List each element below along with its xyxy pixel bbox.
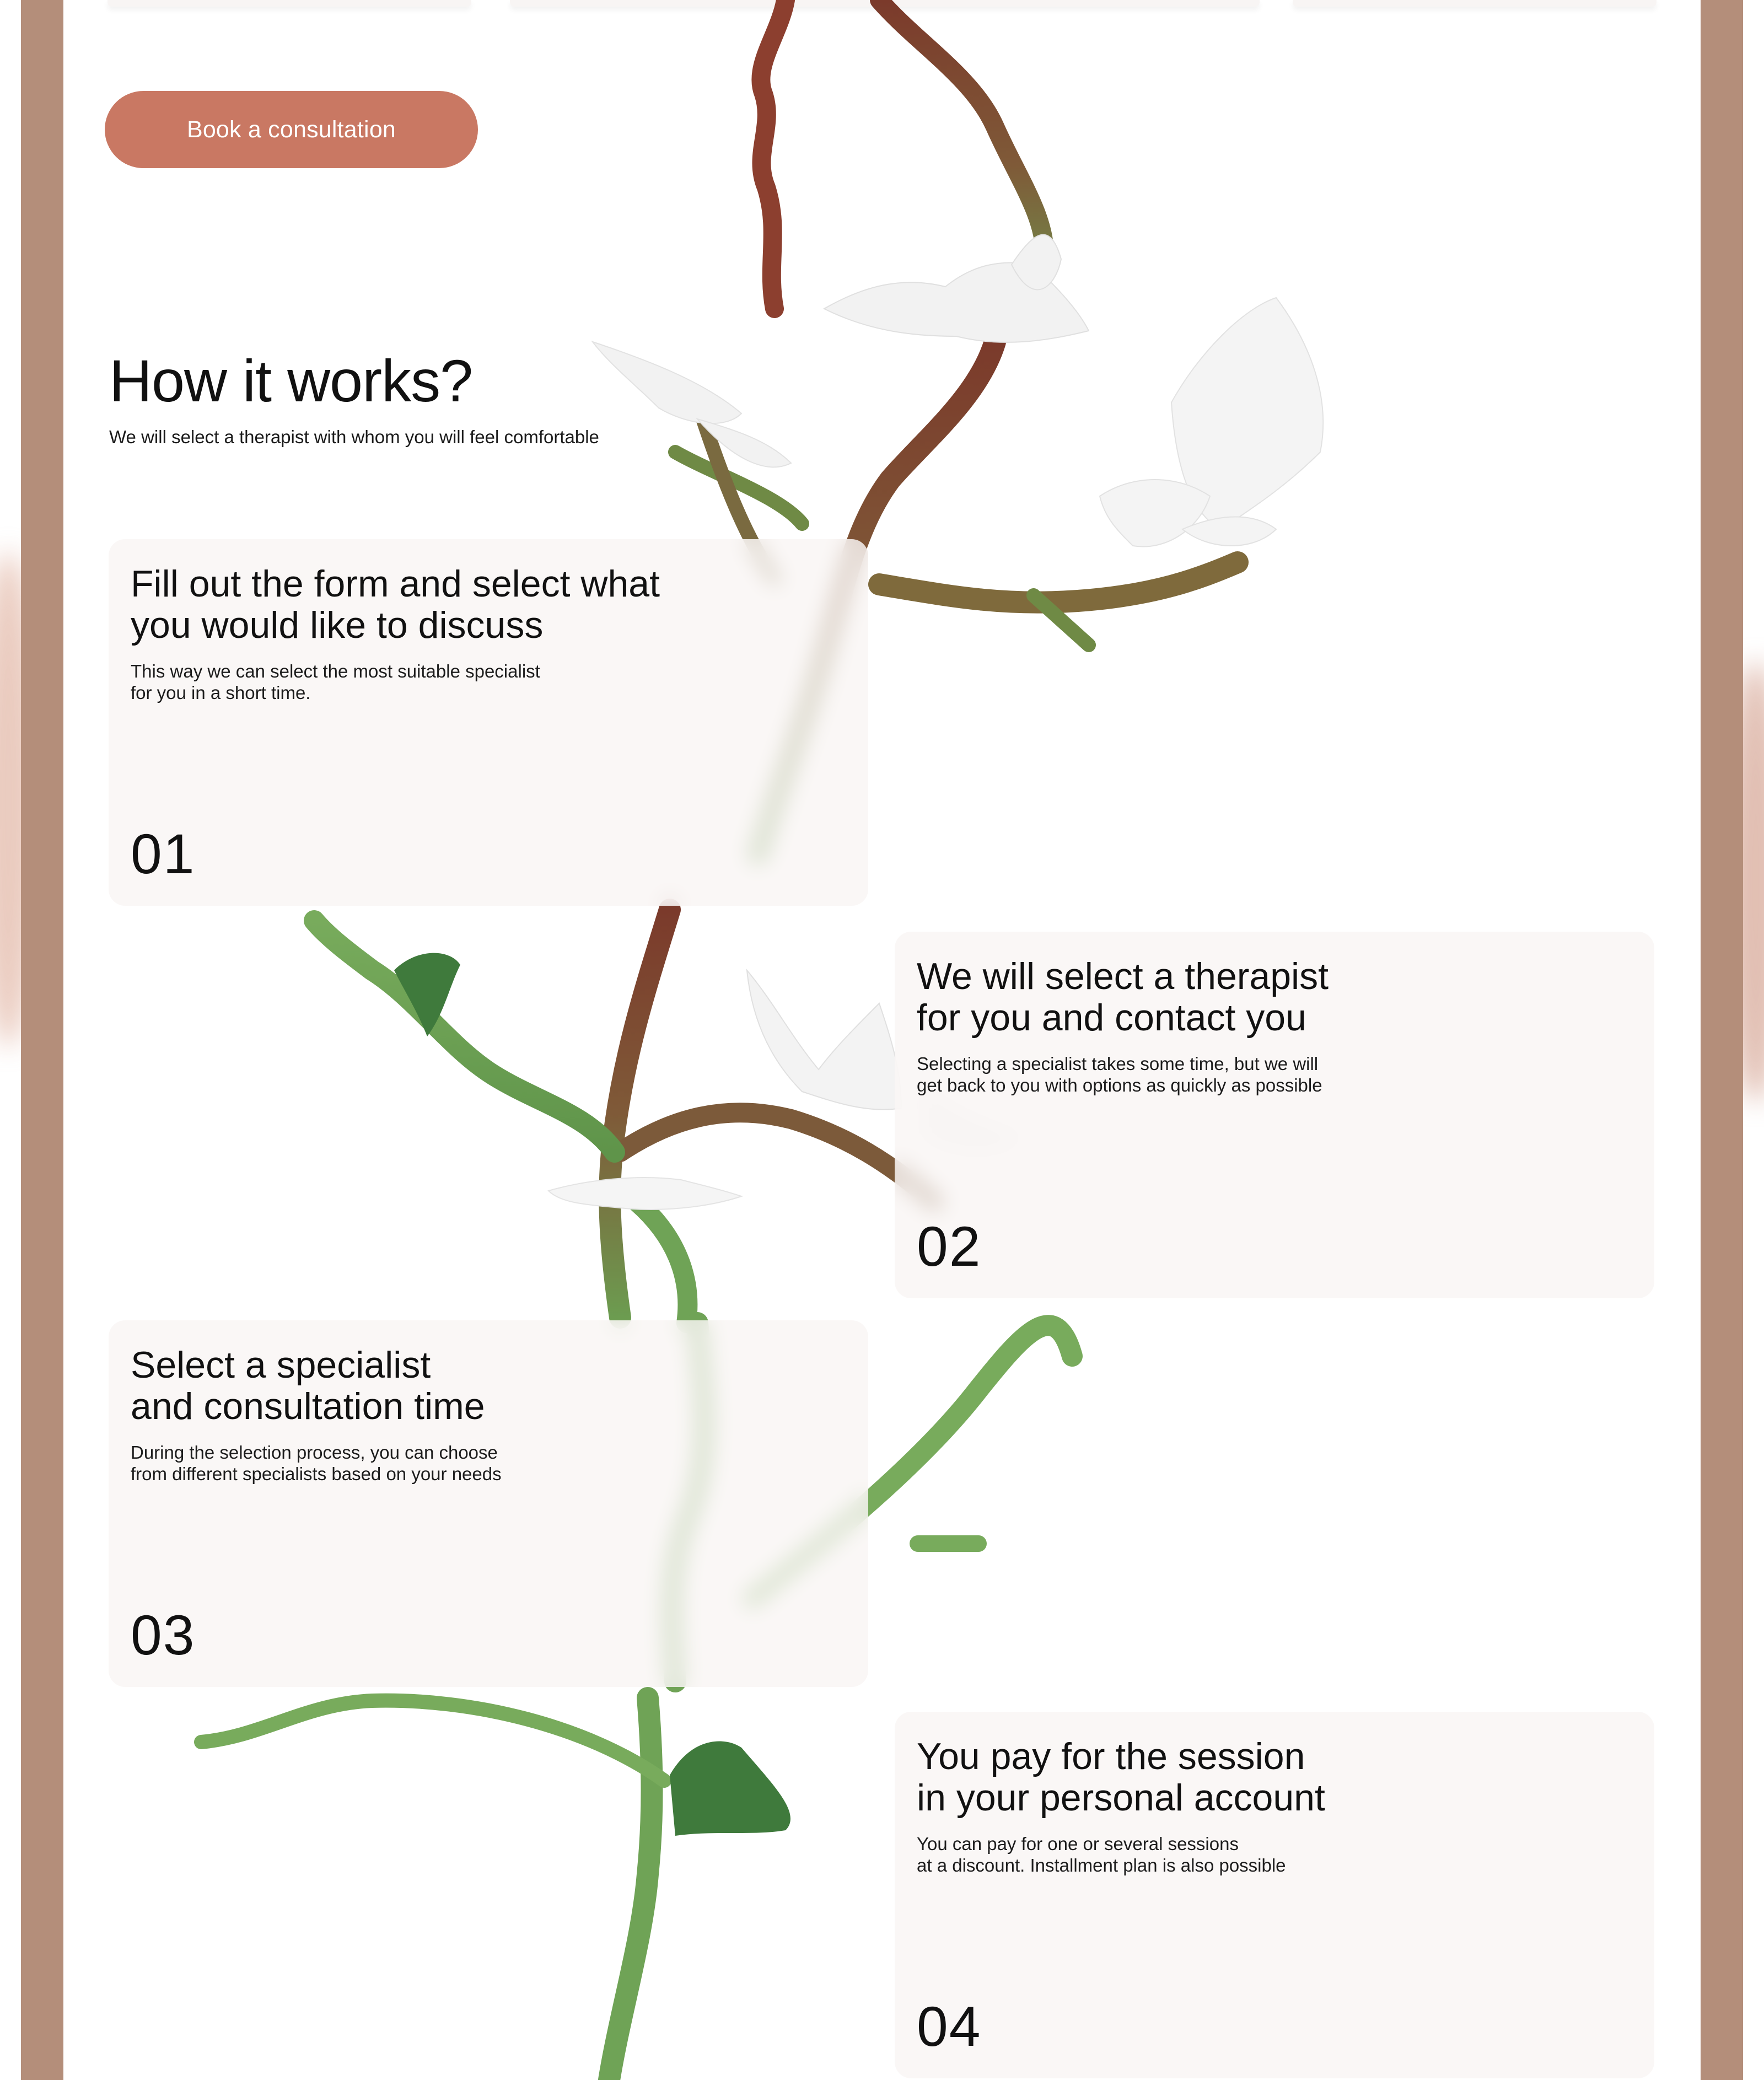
flower-middle-small bbox=[548, 1178, 741, 1210]
right-frame-bar bbox=[1701, 0, 1743, 2080]
flower-top-center bbox=[824, 235, 1089, 342]
step-description: Selecting a specialist takes some time, but we will get back to you with options as quickly as possible bbox=[917, 1054, 1322, 1095]
leaf-cluster-bottom bbox=[670, 1741, 790, 1836]
step-description: This way we can select the most suitable specialist for you in a short time. bbox=[131, 661, 540, 703]
step-title: We will select a therapist for you and contact you bbox=[917, 955, 1329, 1039]
stem-lower-right bbox=[637, 1202, 687, 1323]
book-consultation-button[interactable]: Book a consultation bbox=[105, 91, 478, 168]
brown-stem-top-left bbox=[761, 0, 786, 309]
step-number: 03 bbox=[131, 1604, 196, 1667]
step-card-2 bbox=[895, 932, 1654, 1298]
content-panel bbox=[63, 0, 1701, 2080]
step-title: You pay for the session in your personal account bbox=[917, 1735, 1325, 1819]
flower-top-right bbox=[1100, 298, 1323, 547]
main-stem-middle bbox=[610, 910, 670, 1318]
step-card-3 bbox=[109, 1320, 868, 1687]
flower-upper-left bbox=[593, 342, 791, 467]
section-title: How it works? bbox=[109, 347, 473, 414]
step-number: 04 bbox=[917, 1995, 982, 2058]
branch-right-upper bbox=[879, 562, 1238, 603]
branch-bottom-left bbox=[201, 1701, 664, 1781]
step-number: 01 bbox=[131, 823, 196, 885]
left-frame-bar bbox=[21, 0, 63, 2080]
step-description: During the selection process, you can choose from different specialists based on your needs bbox=[131, 1442, 502, 1484]
step-description: You can pay for one or several sessions at a discount. Installment plan is also possible bbox=[917, 1834, 1286, 1875]
step-title: Select a specialist and consultation time bbox=[131, 1344, 485, 1427]
branch-middle-left bbox=[314, 921, 615, 1152]
step-number: 02 bbox=[917, 1215, 982, 1278]
step-card-4 bbox=[895, 1712, 1654, 2078]
step-card-1 bbox=[109, 539, 868, 906]
section-subtitle: We will select a therapist with whom you will feel comfortable bbox=[109, 427, 599, 447]
step-title: Fill out the form and select what you would like to discuss bbox=[131, 563, 660, 646]
